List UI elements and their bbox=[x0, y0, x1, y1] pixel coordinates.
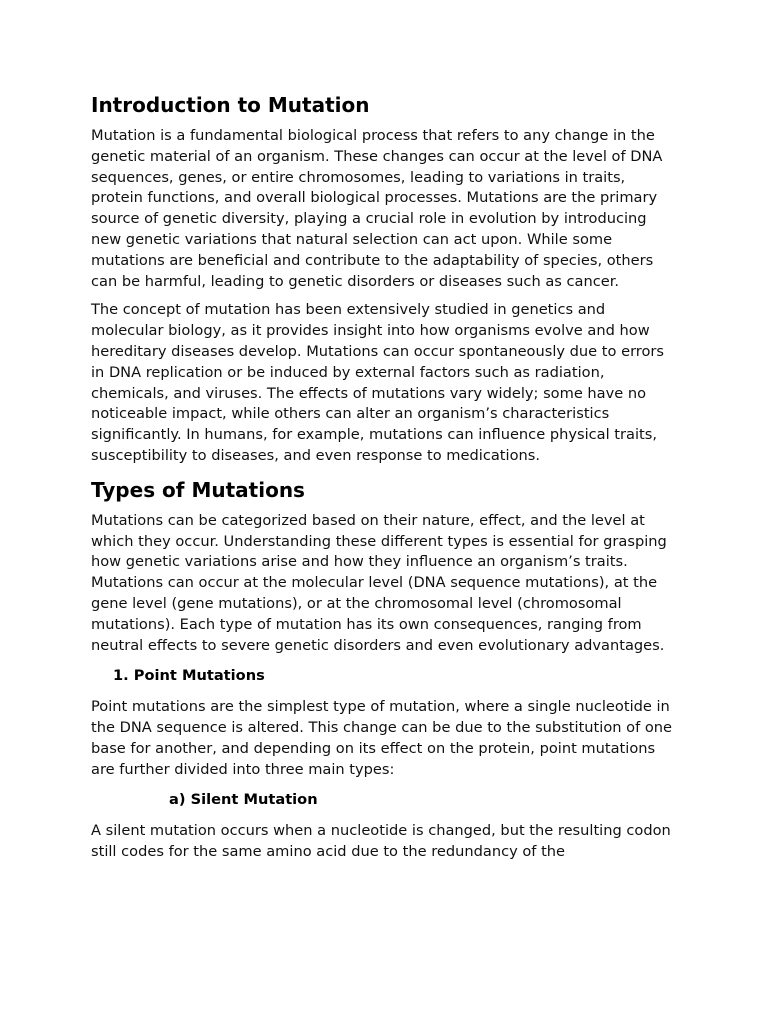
subheading-point-mutations: 1. Point Mutations bbox=[113, 667, 265, 685]
intro-paragraph-2: The concept of mutation has been extensively studied in genetics and molecular biology, as it provides insight into how organisms evolve and how hereditary diseases develop. Mutations can occur spontaneously due to errors in DNA replication or be induced by external factors such as radiation, chemicals, and viruses. The effects of mutations vary widely; some have no noticeable impact, while others can alter an organism’s characteristics significantly. In humans, for example, mutations can influence physical traits, susceptibility to diseases, and even response to medications. bbox=[91, 301, 665, 464]
point-mutations-paragraph: Point mutations are the simplest type of mutation, where a single nucleotide in the DNA sequence is altered. This change can be due to the substitution of one base for another, and depending on its effect on the protein, point mutations are further divided into three main types: bbox=[91, 698, 672, 778]
intro-paragraph-1: Mutation is a fundamental biological process that refers to any change in the genetic material of an organism. These changes can occur at the level of DNA sequences, genes, or entire chromosomes, leading to variations in traits, protein functions, and overall biological processes. Mutations are the primary source of genetic diversity, playing a crucial role in evolution by introducing new genetic variations that natural selection can act upon. While some mutations are beneficial and contribute to the adaptability of species, others can be harmful, leading to genetic disorders or diseases such as cancer. bbox=[91, 127, 663, 290]
subheading-silent-mutation: a) Silent Mutation bbox=[169, 791, 318, 809]
heading-types-of-mutations: Types of Mutations bbox=[91, 477, 305, 502]
types-paragraph-1: Mutations can be categorized based on their nature, effect, and the level at which they occur. Understanding these different types is essential for grasping how genetic variations arise and how they influence an organism’s traits. Mutations can occur at the molecular level (DNA sequence mutations), at the gene level (gene mutations), or at the chromosomal level (chromosomal mutations). Each type of mutation has its own consequences, ranging from neutral effects to severe genetic disorders and even evolutionary advantages. bbox=[91, 511, 667, 654]
heading-introduction-to-mutation: Introduction to Mutation bbox=[91, 93, 370, 117]
silent-mutation-paragraph: A silent mutation occurs when a nucleotide is changed, but the resulting codon still codes for the same amino acid due to the redundancy of the bbox=[91, 822, 671, 860]
